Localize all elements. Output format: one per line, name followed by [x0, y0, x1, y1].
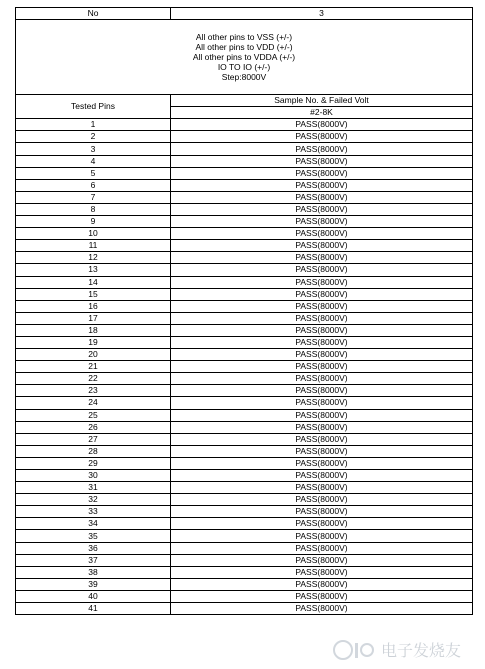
- pin-number: 39: [16, 578, 171, 590]
- pin-number: 40: [16, 590, 171, 602]
- table-row: [16, 494, 473, 506]
- pin-number: 5: [16, 167, 171, 179]
- table-row: [16, 312, 473, 324]
- test-result: PASS(8000V): [171, 590, 473, 602]
- table-row: [16, 373, 473, 385]
- table-row: [16, 191, 473, 203]
- test-result: PASS(8000V): [171, 216, 473, 228]
- table-row: [16, 445, 473, 457]
- table-row: [16, 264, 473, 276]
- table-row: [16, 179, 473, 191]
- sample-id: #2-8K: [171, 107, 473, 119]
- test-result: PASS(8000V): [171, 191, 473, 203]
- table-row: [16, 203, 473, 215]
- test-result: PASS(8000V): [171, 228, 473, 240]
- pin-number: 29: [16, 457, 171, 469]
- pin-number: 6: [16, 179, 171, 191]
- table-row: [16, 276, 473, 288]
- table-row: [16, 409, 473, 421]
- pin-number: 7: [16, 191, 171, 203]
- test-result: PASS(8000V): [171, 409, 473, 421]
- test-result: PASS(8000V): [171, 361, 473, 373]
- pin-number: 26: [16, 421, 171, 433]
- pin-number: 34: [16, 518, 171, 530]
- test-result: PASS(8000V): [171, 518, 473, 530]
- pin-number: 22: [16, 373, 171, 385]
- site-logo-watermark: [329, 635, 479, 665]
- table-row: [16, 252, 473, 264]
- test-result: PASS(8000V): [171, 397, 473, 409]
- pin-number: 28: [16, 445, 171, 457]
- site-logo-icon: [334, 641, 373, 659]
- table-row: [16, 590, 473, 602]
- test-result: PASS(8000V): [171, 155, 473, 167]
- test-result: PASS(8000V): [171, 482, 473, 494]
- table-row: [16, 603, 473, 615]
- column-header-row: [16, 95, 473, 107]
- pin-number: 1: [16, 119, 171, 131]
- table-row: [16, 216, 473, 228]
- pin-number: 21: [16, 361, 171, 373]
- table-row: [16, 119, 473, 131]
- test-result: PASS(8000V): [171, 143, 473, 155]
- test-result: PASS(8000V): [171, 240, 473, 252]
- table-row: [16, 578, 473, 590]
- test-result: PASS(8000V): [171, 506, 473, 518]
- test-result: PASS(8000V): [171, 554, 473, 566]
- table-row: [16, 530, 473, 542]
- table-row: [16, 542, 473, 554]
- pin-number: 31: [16, 482, 171, 494]
- test-result: PASS(8000V): [171, 300, 473, 312]
- table-row: [16, 131, 473, 143]
- no-label: No: [16, 8, 171, 20]
- test-result: PASS(8000V): [171, 494, 473, 506]
- pin-number: 36: [16, 542, 171, 554]
- test-result: PASS(8000V): [171, 336, 473, 348]
- test-result: PASS(8000V): [171, 349, 473, 361]
- test-result: PASS(8000V): [171, 385, 473, 397]
- pin-number: 23: [16, 385, 171, 397]
- pin-number: 19: [16, 336, 171, 348]
- table-row: [16, 421, 473, 433]
- test-result: PASS(8000V): [171, 433, 473, 445]
- condition-line: IO TO IO (+/-): [217, 62, 271, 73]
- test-result: PASS(8000V): [171, 566, 473, 578]
- pin-number: 17: [16, 312, 171, 324]
- pin-number: 3: [16, 143, 171, 155]
- tested-pins-header: Tested Pins: [16, 95, 171, 119]
- condition-line: All other pins to VSS (+/-): [195, 31, 293, 42]
- pin-number: 16: [16, 300, 171, 312]
- test-result: PASS(8000V): [171, 457, 473, 469]
- esd-test-table: [15, 7, 473, 615]
- test-result: PASS(8000V): [171, 264, 473, 276]
- test-result: PASS(8000V): [171, 312, 473, 324]
- condition-line: All other pins to VDDA (+/-): [192, 51, 296, 62]
- table-row: [16, 300, 473, 312]
- pin-number: 14: [16, 276, 171, 288]
- table-row: [16, 288, 473, 300]
- table-row: [16, 240, 473, 252]
- pin-number: 33: [16, 506, 171, 518]
- test-result: PASS(8000V): [171, 167, 473, 179]
- test-result: PASS(8000V): [171, 179, 473, 191]
- table-row: [16, 155, 473, 167]
- pin-number: 20: [16, 349, 171, 361]
- table-row: [16, 482, 473, 494]
- pin-number: 2: [16, 131, 171, 143]
- pin-number: 32: [16, 494, 171, 506]
- table-row: [16, 324, 473, 336]
- table-row: [16, 518, 473, 530]
- pin-number: 41: [16, 603, 171, 615]
- table-row: [16, 336, 473, 348]
- pin-number: 11: [16, 240, 171, 252]
- test-result: PASS(8000V): [171, 252, 473, 264]
- test-result: PASS(8000V): [171, 603, 473, 615]
- pin-number: 30: [16, 470, 171, 482]
- test-result: PASS(8000V): [171, 288, 473, 300]
- test-result: PASS(8000V): [171, 373, 473, 385]
- pin-number: 38: [16, 566, 171, 578]
- pin-number: 4: [16, 155, 171, 167]
- table-row: [16, 385, 473, 397]
- test-result: PASS(8000V): [171, 119, 473, 131]
- pin-number: 37: [16, 554, 171, 566]
- pin-number: 35: [16, 530, 171, 542]
- test-result: PASS(8000V): [171, 276, 473, 288]
- table-row: [16, 349, 473, 361]
- pin-number: 9: [16, 216, 171, 228]
- table-row: [16, 433, 473, 445]
- pin-number: 12: [16, 252, 171, 264]
- pin-number: 24: [16, 397, 171, 409]
- conditions-row: [16, 20, 473, 95]
- test-result: PASS(8000V): [171, 203, 473, 215]
- test-result: PASS(8000V): [171, 542, 473, 554]
- pin-number: 25: [16, 409, 171, 421]
- table-row: [16, 566, 473, 578]
- condition-line: All other pins to VDD (+/-): [195, 41, 293, 52]
- pin-number: 10: [16, 228, 171, 240]
- pin-number: 18: [16, 324, 171, 336]
- table-row: [16, 457, 473, 469]
- watermark-text: 电子发烧友: [381, 641, 462, 660]
- pin-number: 27: [16, 433, 171, 445]
- no-value: 3: [171, 8, 473, 20]
- table-row: [16, 554, 473, 566]
- test-conditions: [16, 20, 473, 95]
- table-row: [16, 167, 473, 179]
- test-result: PASS(8000V): [171, 421, 473, 433]
- table-row: [16, 397, 473, 409]
- test-result: PASS(8000V): [171, 131, 473, 143]
- pin-number: 15: [16, 288, 171, 300]
- test-result: PASS(8000V): [171, 530, 473, 542]
- table-row: [16, 143, 473, 155]
- table-row: [16, 228, 473, 240]
- test-result: PASS(8000V): [171, 324, 473, 336]
- condition-line: Step:8000V: [221, 72, 267, 83]
- table-row: [16, 470, 473, 482]
- header-row: [16, 8, 473, 20]
- sample-header: Sample No. & Failed Volt: [171, 95, 473, 107]
- test-result: PASS(8000V): [171, 445, 473, 457]
- test-result: PASS(8000V): [171, 470, 473, 482]
- pin-number: 13: [16, 264, 171, 276]
- table-row: [16, 361, 473, 373]
- pin-number: 8: [16, 203, 171, 215]
- table-row: [16, 506, 473, 518]
- test-result: PASS(8000V): [171, 578, 473, 590]
